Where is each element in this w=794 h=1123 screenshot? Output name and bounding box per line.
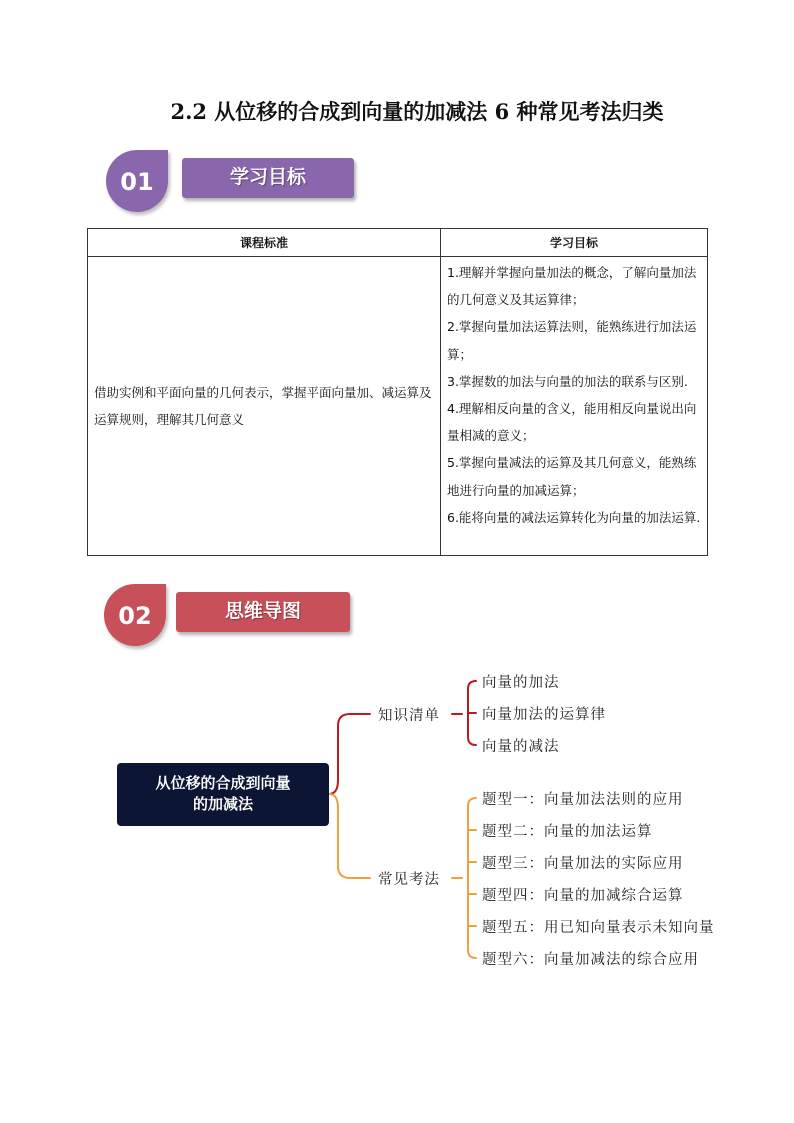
- leaf-node: 向量的加法: [482, 675, 560, 691]
- goal-item: 3.掌握数的加法与向量的加法的联系与区别.: [447, 373, 688, 389]
- leaf-node: 题型二：向量的加法运算: [482, 824, 653, 840]
- section-number: 01: [120, 168, 154, 196]
- page-title: 2.2 从位移的合成到向量的加减法 6 种常见考法归类: [170, 99, 664, 124]
- course-standard-cell: 借助实例和平面向量的几何表示，掌握平面向量加、减运算及运算规则，理解其几何意义: [88, 257, 441, 556]
- mindmap-root-node: [117, 763, 329, 826]
- leaf-node: 题型五：用已知向量表示未知向量: [482, 920, 715, 936]
- leaf-node: 题型三：向量加法的实际应用: [482, 856, 684, 872]
- leaf-node: 题型六：向量加减法的综合应用: [482, 952, 699, 968]
- leaf-node: 题型四：向量的加减综合运算: [482, 888, 684, 904]
- table-header: 学习目标: [441, 229, 708, 257]
- leaf-node: 向量的减法: [482, 739, 560, 755]
- goal-item: 4.理解相反向量的含义，能用相反向量说出向量相减的意义；: [447, 401, 697, 444]
- branch-common-methods: 常见考法: [378, 872, 440, 888]
- root-line: 的加减法: [192, 795, 253, 813]
- goal-item: 1.理解并掌握向量加法的概念，了解向量加法的几何意义及其运算律；: [447, 265, 697, 308]
- table-header: 课程标准: [88, 229, 441, 257]
- section-banner: 学习目标: [182, 158, 354, 198]
- leaf-node: 向量加法的运算律: [482, 707, 606, 723]
- leaf-node: 题型一：向量加法法则的应用: [482, 792, 684, 808]
- branch-knowledge-list: 知识清单: [378, 708, 440, 724]
- section-number: 02: [118, 602, 152, 630]
- goal-item: 5.掌握向量减法的运算及其几何意义，能熟练地进行向量的加减运算；: [447, 455, 697, 498]
- root-line: 从位移的合成到向量: [155, 774, 291, 792]
- goal-item: 6.能将向量的减法运算转化为向量的加法运算.: [447, 509, 701, 525]
- goal-item: 2.掌握向量加法运算法则，能熟练进行加法运算；: [447, 319, 697, 362]
- section-banner: 思维导图: [176, 592, 350, 632]
